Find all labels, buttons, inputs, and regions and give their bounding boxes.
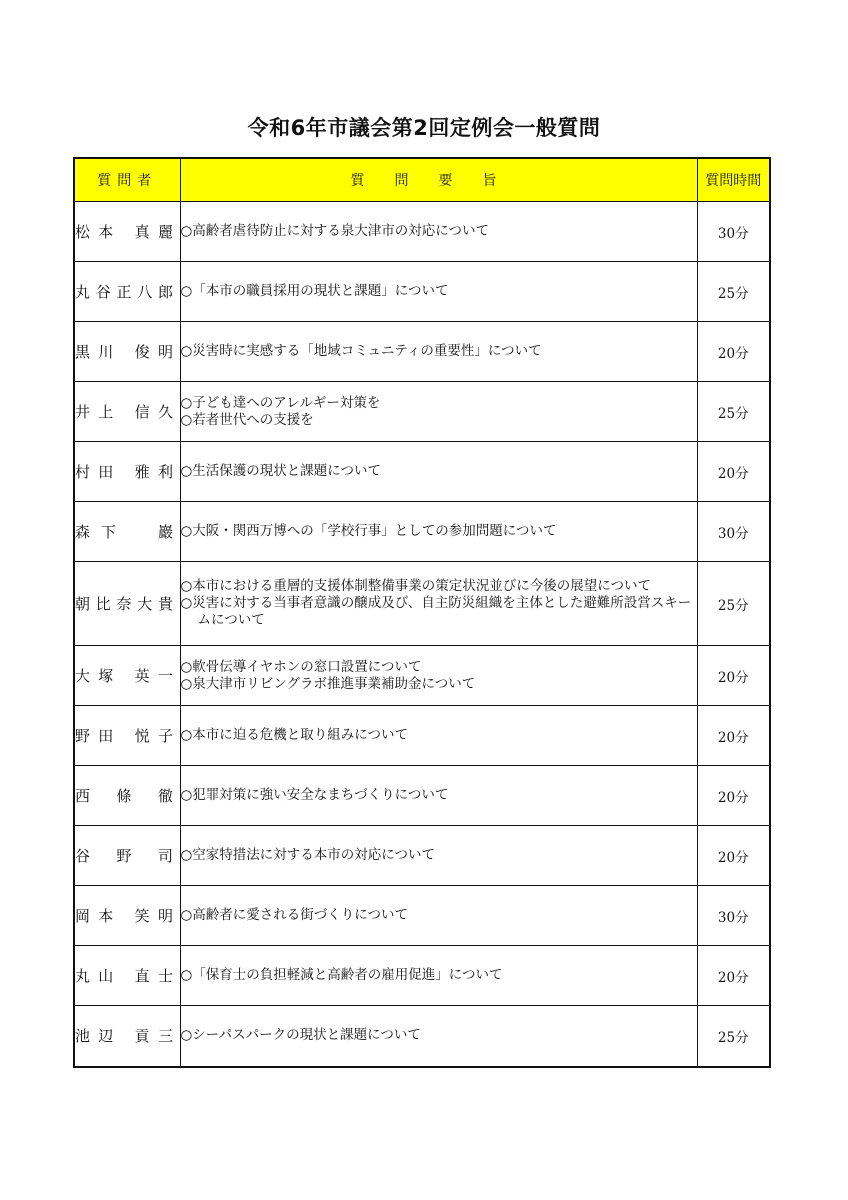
question-summary-item: ○軟骨伝導イヤホンの窓口設置について	[180, 658, 422, 675]
questioner-name-text: 丸 山 直 士	[75, 967, 173, 985]
table-row	[74, 946, 770, 1006]
question-summary	[180, 262, 697, 322]
question-summary-item: ○本市に迫る危機と取り組みについて	[180, 727, 409, 743]
table-row	[74, 1006, 770, 1067]
questioner-name	[74, 562, 180, 646]
question-summary	[180, 322, 697, 382]
questioner-name	[74, 1006, 180, 1067]
question-time: 30分	[697, 886, 770, 946]
question-time: 20分	[697, 826, 770, 886]
questioner-name-text: 村 田 雅 利	[75, 463, 173, 481]
question-summary	[180, 562, 697, 646]
questioner-name-text: 谷 野 司	[75, 847, 173, 865]
question-summary	[180, 646, 697, 706]
question-time: 20分	[697, 442, 770, 502]
question-summary-item: ○高齢者虐待防止に対する泉大津市の対応について	[180, 223, 490, 239]
table-row	[74, 442, 770, 502]
header-summary: 質問要旨	[180, 158, 697, 202]
question-summary-item: ○災害時に実感する「地域コミュニティの重要性」について	[180, 343, 542, 359]
questioner-name	[74, 262, 180, 322]
question-time: 20分	[697, 766, 770, 826]
table-row	[74, 562, 770, 646]
table-row	[74, 322, 770, 382]
questioner-name	[74, 886, 180, 946]
table-header-row	[74, 158, 770, 202]
table-row	[74, 502, 770, 562]
question-summary-item: ○泉大津市リビングラボ推進事業補助金について	[180, 675, 476, 692]
question-summary	[180, 382, 697, 442]
question-summary	[180, 706, 697, 766]
question-summary-item: ○「保育士の負担軽減と高齢者の雇用促進」について	[180, 967, 503, 983]
table-row	[74, 706, 770, 766]
question-summary-item: ○高齢者に愛される街づくりについて	[180, 907, 409, 923]
table-row	[74, 766, 770, 826]
question-summary	[180, 886, 697, 946]
questioner-name	[74, 766, 180, 826]
table-body	[74, 202, 770, 1067]
questioner-name-text: 丸 谷 正 八 郎	[75, 283, 173, 301]
header-time: 質問時間	[697, 158, 770, 202]
table-row	[74, 202, 770, 262]
questioner-name-text: 森 下 巖	[75, 523, 173, 541]
question-summary-item: ○若者世代への支援を	[180, 411, 314, 428]
question-summary-item: ○子ども達へのアレルギー対策を	[180, 394, 381, 411]
question-summary-item: ○災害に対する当事者意識の醸成及び、自主防災組織を主体とした避難所設営スキームについて	[180, 595, 692, 628]
header-questioner: 質問者	[74, 158, 180, 202]
question-summary-item: ○シーパスパークの現状と課題について	[180, 1027, 421, 1044]
question-time: 25分	[697, 262, 770, 322]
question-summary	[180, 1006, 697, 1067]
question-summary-item: ○本市における重層的支援体制整備事業の策定状況並びに今後の展望について	[180, 578, 652, 594]
question-summary	[180, 202, 697, 262]
table-row	[74, 262, 770, 322]
questioner-name	[74, 826, 180, 886]
questioner-name-text: 野 田 悦 子	[75, 727, 173, 745]
questioner-name-text: 朝 比 奈 大 貴	[75, 595, 173, 613]
question-summary-item: ○空家特措法に対する本市の対応について	[180, 847, 436, 863]
question-time: 20分	[697, 706, 770, 766]
questioner-name-text: 黒 川 俊 明	[75, 343, 173, 361]
questioner-name	[74, 502, 180, 562]
question-summary-item: ○生活保護の現状と課題について	[180, 463, 382, 479]
questioner-name-text: 西 條 徹	[75, 787, 173, 805]
question-summary	[180, 766, 697, 826]
question-time: 20分	[697, 322, 770, 382]
question-time: 30分	[697, 202, 770, 262]
questioner-name	[74, 202, 180, 262]
questioner-name	[74, 442, 180, 502]
table-row	[74, 826, 770, 886]
table-row	[74, 646, 770, 706]
question-table	[73, 157, 771, 1068]
question-summary	[180, 946, 697, 1006]
question-summary-item: ○大阪・関西万博への「学校行事」としての参加問題について	[180, 523, 557, 539]
table-row	[74, 886, 770, 946]
questioner-name	[74, 382, 180, 442]
question-summary	[180, 442, 697, 502]
questioner-name	[74, 322, 180, 382]
question-summary-item: ○「本市の職員採用の現状と課題」について	[180, 283, 449, 299]
table-row	[74, 382, 770, 442]
question-time: 25分	[697, 382, 770, 442]
question-time: 25分	[697, 562, 770, 646]
question-summary-item: ○犯罪対策に強い安全なまちづくりについて	[180, 787, 449, 803]
question-time: 25分	[697, 1006, 770, 1067]
questioner-name-text: 池 辺 貢 三	[75, 1027, 173, 1046]
questioner-name	[74, 706, 180, 766]
document-title: 令和6年市議会第2回定例会一般質問	[247, 116, 601, 140]
questioner-name-text: 松 本 真 麗	[75, 223, 173, 241]
question-summary	[180, 826, 697, 886]
question-time: 30分	[697, 502, 770, 562]
questioner-name-text: 岡 本 笑 明	[75, 907, 173, 925]
question-time: 20分	[697, 946, 770, 1006]
question-time: 20分	[697, 646, 770, 706]
questioner-name	[74, 646, 180, 706]
questioner-name-text: 大 塚 英 一	[75, 667, 173, 685]
questioner-name-text: 井 上 信 久	[75, 403, 173, 421]
questioner-name	[74, 946, 180, 1006]
question-summary	[180, 502, 697, 562]
